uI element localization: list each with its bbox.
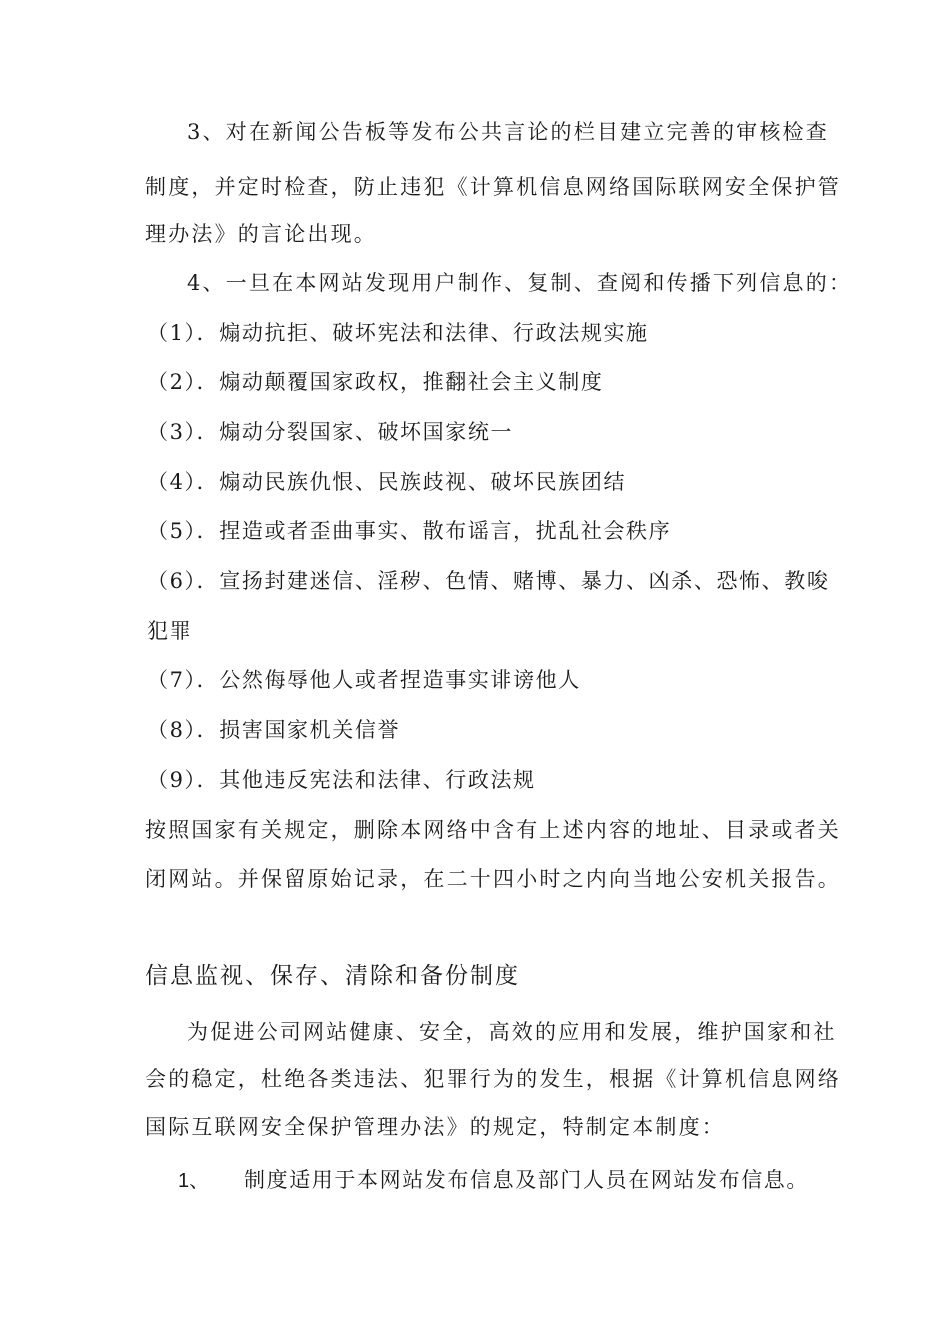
conclusion-line-2: 闭网站。并保留原始记录，在二十四小时之内向当地公安机关报告。 — [145, 867, 841, 891]
conclusion-line-1: 按照国家有关规定，删除本网络中含有上述内容的地址、目录或者关 — [145, 818, 841, 842]
rule-text: 制度适用于本网站发布信息及部门人员在网站发布信息。 — [244, 1168, 809, 1192]
section-heading: 信息监视、保存、清除和备份制度 — [145, 963, 520, 989]
paragraph-3-line-2: 制度，并定时检查，防止违犯《计算机信息网络国际联网安全保护管 — [145, 175, 841, 199]
paragraph-4-intro: 4、一旦在本网站发现用户制作、复制、查阅和传播下列信息的： — [187, 271, 853, 295]
intro-line-2: 会的稳定，杜绝各类违法、犯罪行为的发生，根据《计算机信息网络 — [145, 1067, 841, 1091]
list-item: （5）．捏造或者歪曲事实、散布谣言，扰乱社会秩序 — [147, 519, 672, 543]
list-item: （9）．其他违反宪法和法律、行政法规 — [147, 768, 536, 792]
intro-line-1: 为促进公司网站健康、安全，高效的应用和发展，维护国家和社 — [187, 1020, 837, 1044]
list-item: （7）．公然侮辱他人或者捏造事实诽谤他人 — [147, 668, 581, 692]
intro-line-3: 国际互联网安全保护管理办法》的规定，特制定本制度： — [145, 1115, 725, 1139]
rule-number: 1、 — [178, 1170, 210, 1192]
list-item: （1）．煽动抗拒、破坏宪法和法律、行政法规实施 — [147, 321, 649, 345]
list-item: （3）．煽动分裂国家、破坏国家统一 — [147, 420, 514, 444]
list-item: （6）．宣扬封建迷信、淫秽、色情、赌博、暴力、凶杀、恐怖、教唆 — [147, 569, 830, 593]
paragraph-3-line-1: 3、对在新闻公告板等发布公共言论的栏目建立完善的审核检查 — [187, 120, 829, 144]
paragraph-3-line-3: 理办法》的言论出现。 — [145, 222, 377, 246]
list-item: （8）．损害国家机关信誉 — [147, 718, 401, 742]
list-item: （4）．煽动民族仇恨、民族歧视、破坏民族团结 — [147, 470, 627, 494]
list-item-continuation: 犯罪 — [147, 619, 193, 643]
list-item: （2）．煽动颠覆国家政权，推翻社会主义制度 — [147, 370, 604, 394]
